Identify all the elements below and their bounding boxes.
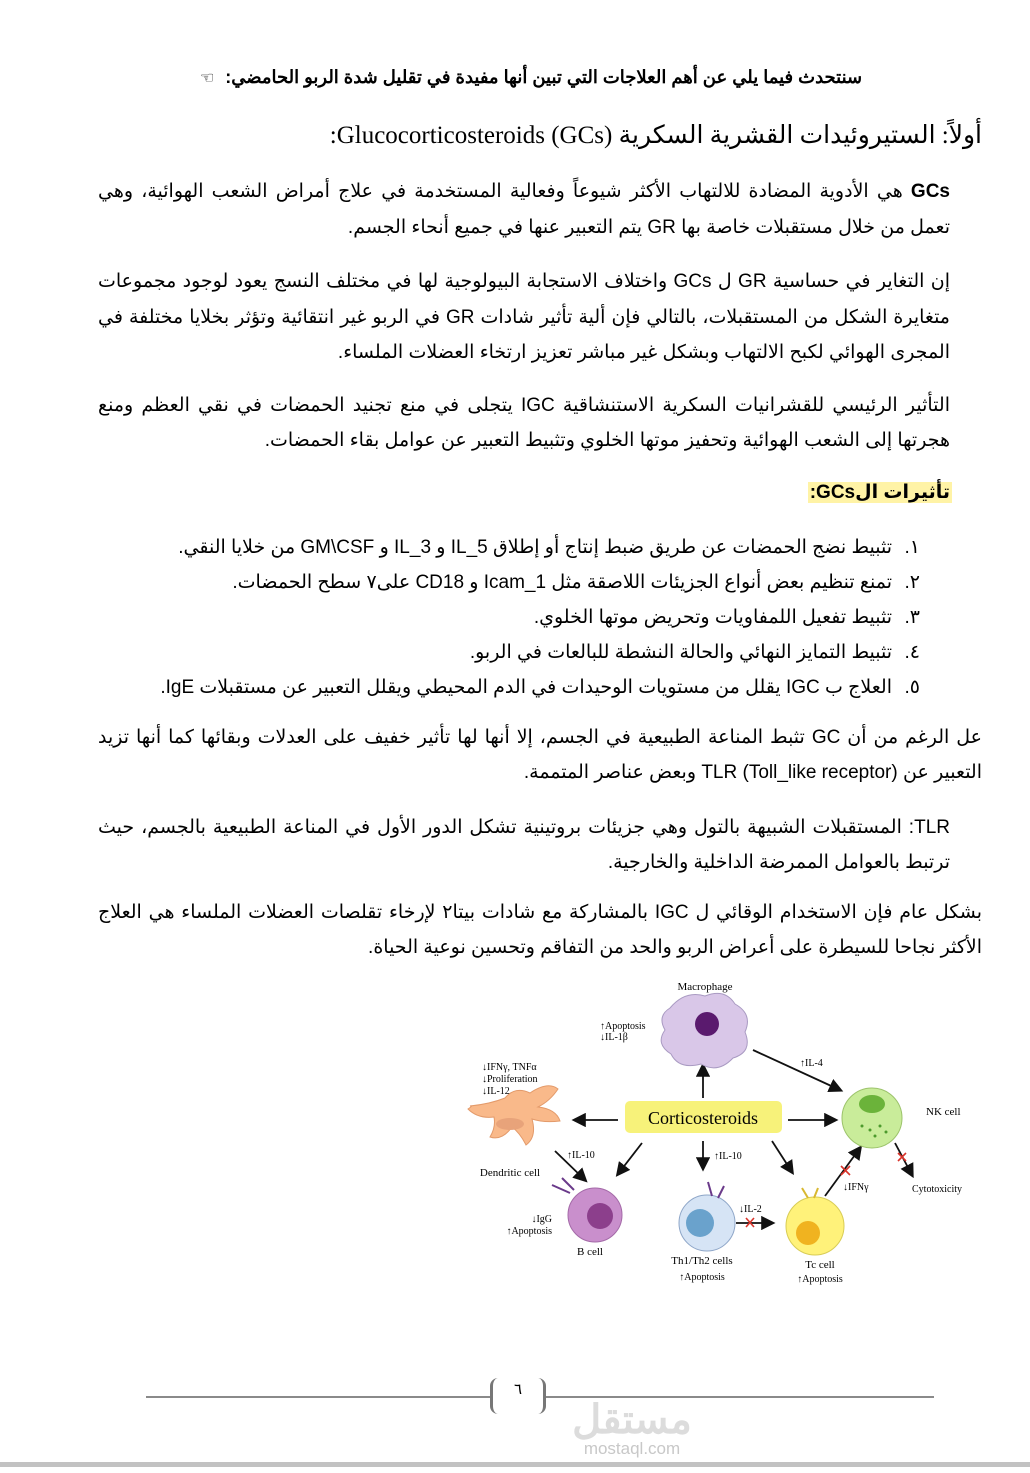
b-cell-effect: ↑Apoptosis bbox=[506, 1225, 552, 1237]
macrophage-label: Macrophage bbox=[677, 980, 733, 993]
th-cell-effect: ↑Apoptosis bbox=[679, 1271, 725, 1283]
b-cell-effect: ↓IgG bbox=[531, 1213, 552, 1225]
intro-line bbox=[130, 64, 932, 92]
dendritic-label: Dendritic cell bbox=[479, 1166, 541, 1179]
tc-cell-label: Tc cell bbox=[805, 1258, 835, 1271]
list-item: ٤. تثبيط التمايز النهائي والحالة النشطة للبالعات في الربو. bbox=[469, 641, 920, 663]
page-number: ٦ bbox=[490, 1378, 546, 1414]
il2-label: ↓IL-2 bbox=[739, 1203, 762, 1215]
cytotoxicity-label: Cytotoxicity bbox=[912, 1183, 962, 1195]
paragraph-6: بشكل عام فإن الاستخدام الوقائي ل IGC بالمشاركة مع شادات بيتا٢ لإرخاء تقلصات العضلات الملساء هي العلاج الأكثر نجاحا للسيطرة على أعراض الربو والحد من التفاقم وتحسين نوعية الحياة. bbox=[98, 901, 983, 958]
intro-text: سنتحدث فيما يلي عن أهم العلاجات التي تبين أنها مفيدة في تقليل شدة الربو الحامضي: bbox=[225, 67, 863, 87]
dendritic-effect: ↓Proliferation bbox=[482, 1073, 538, 1085]
list-item: ٣. تثبيط تفعيل اللمفاويات وتحريض موتها الخلوي. bbox=[533, 606, 920, 628]
watermark bbox=[562, 1400, 702, 1458]
heading-prefix: أولاً: الستيروئيدات القشرية السكرية bbox=[618, 122, 982, 149]
effects-heading bbox=[98, 477, 952, 509]
paragraph-1 bbox=[98, 174, 950, 245]
b-cell-label: B cell bbox=[577, 1245, 603, 1258]
page-bottom-bar bbox=[0, 1462, 1030, 1467]
corticosteroids-diagram bbox=[450, 978, 990, 1288]
macrophage-effect: ↓IL-1β bbox=[600, 1031, 628, 1043]
watermark-arabic: مستقل bbox=[572, 1398, 692, 1442]
list-item: ٥. العلاج ب IGC يقلل من مستويات الوحيدات في الدم المحيطي ويقلل التعبير عن مستقبلات IgE. bbox=[160, 676, 920, 698]
list-item: ١. تثبيط نضج الحمضات عن طريق ضبط إنتاج أو إطلاق IL_5 و IL_3 و GM\CSF من خلايا النقي. bbox=[178, 536, 920, 558]
dendritic-effect: ↓IFNγ, TNFα bbox=[482, 1061, 537, 1073]
heading-latin: Glucocorticosteroids (GCs) bbox=[336, 122, 613, 149]
nk-label: NK cell bbox=[926, 1105, 961, 1118]
paragraph-2: إن التغاير في حساسية GR ل GCs واختلاف الاستجابة البيولوجية لها في مختلف النسج يعود لوجود مجموعات متغايرة الشكل من المستقبلات، بالتالي فإن ألية تأثير شادات GR في الربو غير انتقائية وتؤثر بخلايا مختلفة في المجرى الهوائي لكبح الالتهاب وبشكل غير مباشر تعزيز ارتخاء العضلات الملساء. bbox=[98, 271, 950, 363]
watermark-latin: mostaql.com bbox=[583, 1439, 681, 1458]
term-gcs: GCs bbox=[910, 181, 950, 202]
effects-list bbox=[98, 530, 920, 705]
paragraph-4: عل الرغم من أن GC تثبط المناعة الطبيعية في الجسم، إلا أنها لها تأثير خفيف على العدلات وبقائها كما أنها تزيد التعبير عن TLR (Toll_like receptor) وبعض عناصر المتممة. bbox=[98, 726, 982, 783]
il10-left-label: ↑IL-10 bbox=[567, 1149, 595, 1161]
section-heading bbox=[80, 116, 982, 156]
effects-heading-text: تأثيرات الGCs: bbox=[809, 481, 950, 503]
tc-cell-effect: ↑Apoptosis bbox=[797, 1273, 843, 1285]
il10-center-label: ↑IL-10 bbox=[714, 1150, 742, 1162]
heading-suffix: : bbox=[329, 122, 337, 149]
pointing-hand-icon: ☜ bbox=[199, 70, 215, 87]
ifng-label: ↓IFNγ bbox=[843, 1181, 869, 1193]
paragraph-1-text: هي الأدوية المضادة للالتهاب الأكثر شيوعاً وفعالية المستخدمة في علاج أمراض الشعب الهوائية، وهي تعمل من خلال مستقبلات خاصة بها GR يتم التعبير عنها في جميع أنحاء الجسم. bbox=[98, 181, 950, 238]
th-cell-label: Th1/Th2 cells bbox=[671, 1254, 733, 1267]
il4-label: ↑IL-4 bbox=[800, 1057, 823, 1069]
list-item: ٢. تمنع تنظيم بعض أنواع الجزيئات اللاصقة مثل Icam_1 و CD18 على٧ سطح الحمضات. bbox=[232, 571, 920, 593]
paragraph-3: التأثير الرئيسي للقشرانيات السكرية الاستنشاقية IGC يتجلى في منع تجنيد الحمضات في نقي العظم ومنع هجرتها إلى الشعب الهوائية وتحفيز موتها الخلوي وتثبيط التعبير عن عوامل بقاء الحمضات. bbox=[98, 394, 950, 451]
center-label: Corticosteroids bbox=[648, 1107, 758, 1128]
macrophage-effect: ↑Apoptosis bbox=[600, 1020, 646, 1032]
dendritic-effect: ↓IL-12 bbox=[482, 1085, 510, 1097]
paragraph-5: TLR: المستقبلات الشبيهة بالتول وهي جزيئات بروتينية تشكل الدور الأول في المناعة الطبيعية بالجسم، حيث ترتبط بالعوامل الممرضة الداخلية والخارجية. bbox=[98, 816, 950, 873]
